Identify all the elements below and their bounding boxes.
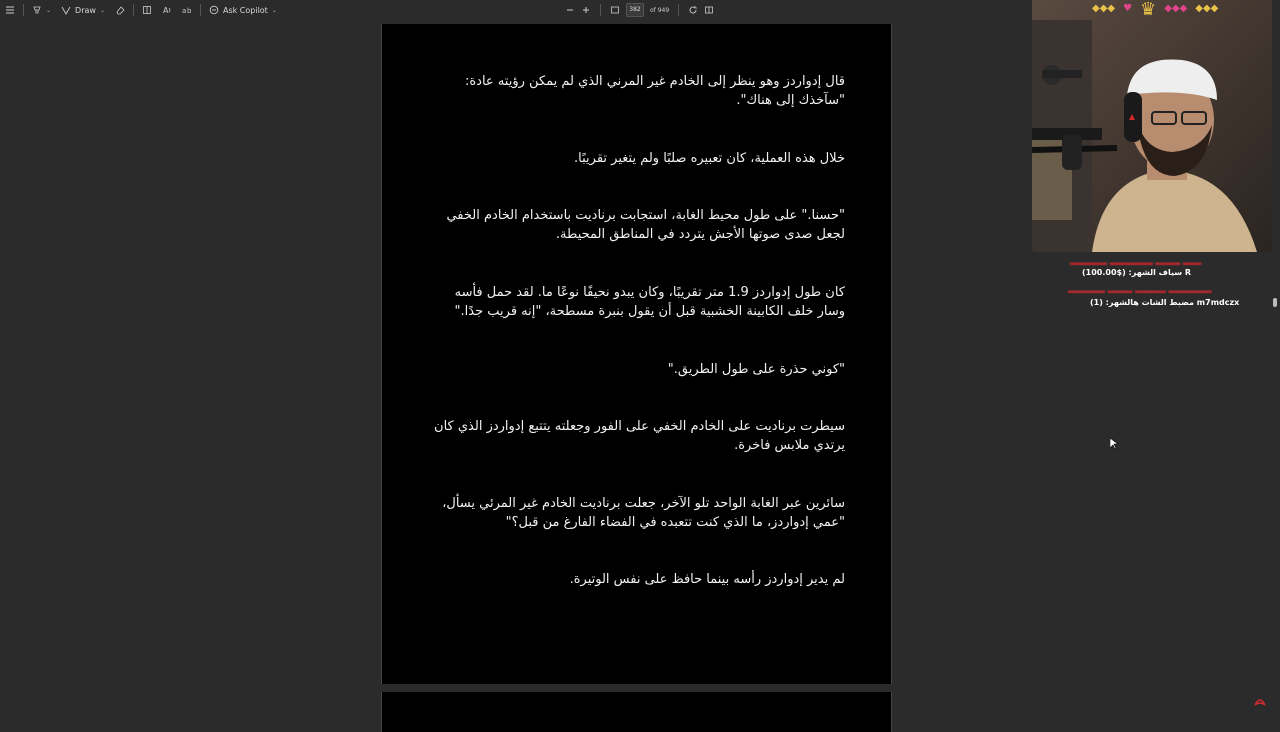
mouse-cursor-icon [1110, 435, 1118, 454]
eraser-button[interactable] [110, 0, 130, 20]
streamer-webcam-image [1032, 0, 1272, 252]
diamond-decoration-icon: ◆◆◆ [1164, 3, 1188, 14]
paragraph: خلال هذه العملية، كان تعبيره صلبًا ولم يتغير تقريبًا. [574, 151, 845, 166]
pen-icon [61, 5, 71, 15]
diamond-decoration-icon: ◆◆◆ [1092, 3, 1116, 14]
toolbar-divider [600, 4, 601, 16]
fit-page-icon[interactable] [610, 5, 620, 15]
list-icon [5, 5, 15, 15]
chevron-down-icon: ⌄ [271, 6, 277, 14]
two-page-view-icon[interactable] [704, 5, 714, 15]
document-page [381, 24, 892, 684]
eraser-icon [115, 5, 125, 15]
paragraph: "حسنا." على طول محيط الغابة، استجابت برناديت باستخدام الخادم الخفي لجعل صدى صوتها الأجش يتردد في المناطق المحيطة. [446, 208, 845, 242]
page-view-icon [142, 5, 152, 15]
scrollbar-thumb[interactable] [1273, 298, 1277, 307]
contents-button[interactable] [0, 0, 20, 20]
toolbar-divider [678, 4, 679, 16]
paragraph: كان طول إدواردز 1.9 متر تقريبًا، وكان يبدو نحيفًا نوعًا ما. لقد حمل فأسه وسار خلف الكابينة الخشبية قبل أن يقول بنبرة مسطحة، "إنه قريب جدًا." [454, 285, 845, 319]
crown-decoration [1092, 0, 1219, 20]
toolbar-divider [133, 4, 134, 16]
highlighter-icon [32, 5, 42, 15]
page-count-label: of 949 [650, 6, 670, 14]
paragraph: سيطرت برناديت على الخادم الخفي على الفور وجعلته يتتبع إدواردز الذي كان يرتدي ملابس فاخرة. [434, 419, 845, 453]
highlight-button[interactable] [27, 0, 56, 20]
view-button[interactable] [137, 0, 157, 20]
diamond-decoration-icon: ◆◆◆ [1195, 3, 1219, 14]
translate-icon [182, 5, 192, 15]
read-aloud-icon [162, 5, 172, 15]
zoom-in-icon[interactable] [581, 5, 591, 15]
rotate-icon[interactable] [688, 5, 698, 15]
blurred-overlay-text: ▂▂▂▂▂▂ ▂▂▂▂ ▂▂▂▂▂ ▂▂▂▂▂▂▂ [1068, 284, 1212, 293]
webcam-overlay [1032, 0, 1272, 252]
page-number-input[interactable] [626, 3, 644, 17]
crown-icon: ♛ [1140, 0, 1157, 20]
draw-label: Draw [75, 5, 96, 15]
acrobat-icon[interactable] [1254, 692, 1266, 704]
zoom-out-icon[interactable] [565, 5, 575, 15]
translate-button[interactable] [177, 0, 197, 20]
paragraph: لم يدير إدواردز رأسه بينما حافظ على نفس الوتيرة. [569, 572, 845, 587]
toolbar-divider [200, 4, 201, 16]
chevron-down-icon: ⌄ [99, 6, 105, 14]
draw-button[interactable] [56, 0, 110, 20]
ask-copilot-button[interactable] [204, 0, 282, 20]
page-navigation [565, 0, 714, 20]
ask-copilot-label: Ask Copilot [222, 5, 268, 15]
paragraph: "كوني حذرة على طول الطريق." [667, 362, 845, 377]
paragraph: قال إدواردز وهو ينظر إلى الخادم غير المرني الذي لم يمكن رؤيته عادة: "سآخذك إلى هناك". [464, 74, 845, 108]
heart-decoration-icon: ♥ [1123, 3, 1133, 14]
next-document-page [381, 692, 892, 732]
chevron-down-icon: ⌄ [46, 6, 52, 14]
svg-text:b: b [186, 7, 192, 15]
read-aloud-button[interactable] [157, 0, 177, 20]
svg-text:a: a [181, 7, 187, 15]
svg-text:A: A [162, 6, 169, 15]
blurred-overlay-text: ▂▂▂▂▂▂ ▂▂▂▂▂▂▂ ▂▂▂▂ ▂▂▂ [1070, 256, 1202, 265]
toolbar-divider [23, 4, 24, 16]
top-supporter-label: سياف الشهر: ($100.00) R [1082, 268, 1192, 277]
top-chatter-label: مضبط الشات هالشهر: (1) m7mdczx [1090, 298, 1240, 307]
copilot-icon [209, 5, 219, 15]
paragraph: سائرين عبر الغابة الواحد تلو الآخر، جعلت برناديت الخادم غير المرئي يسأل، "عمي إدواردز، ما الذي كنت تتعبده في الفضاء الفارغ من قبل؟" [442, 496, 845, 530]
